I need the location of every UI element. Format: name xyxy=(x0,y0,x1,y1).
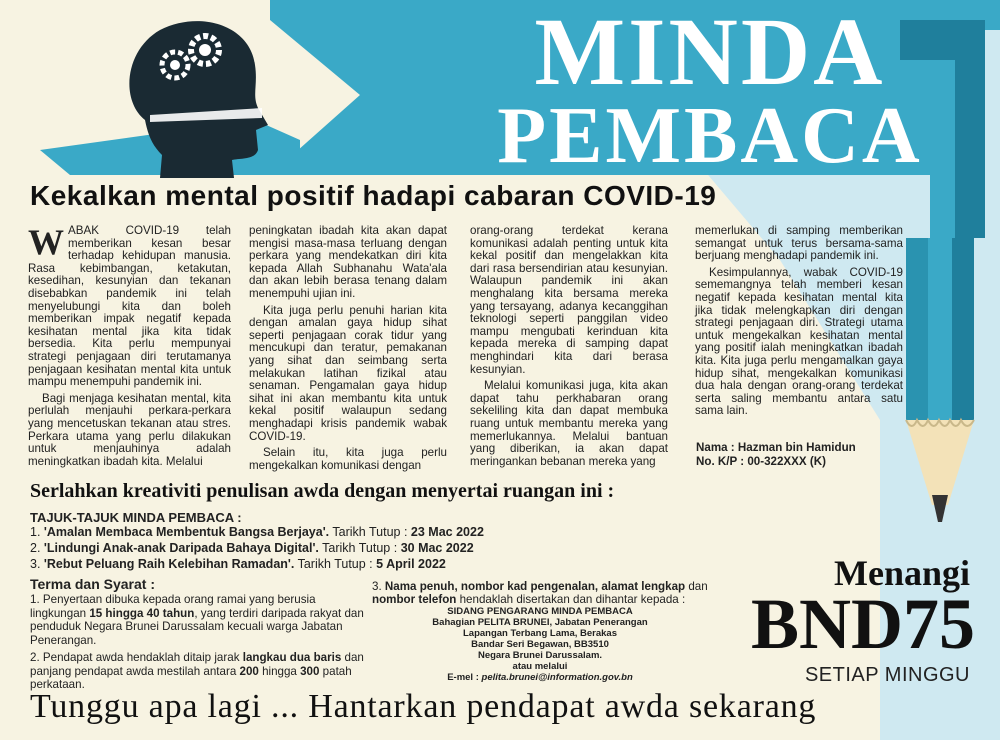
email-line xyxy=(430,672,650,683)
address-line: Lapangan Terbang Lama, Berakas xyxy=(463,628,617,639)
address-line: atau melalui xyxy=(512,661,568,672)
term-text: hendaklah disertakan dan dihantar kepada : xyxy=(456,593,686,606)
article-paragraph: Selain itu, kita juga perlu mengekalkan komunikasi dengan xyxy=(249,446,447,472)
term-text: 200 xyxy=(239,664,259,678)
term-text: Nama penuh, nombor kad pengenalan, alamat lengkap xyxy=(384,580,686,593)
topic-deadline-label: Tarikh Tutup : xyxy=(297,557,373,571)
term-text: , yang terdiri daripada rakyat dan penduduk Negara Brunei Darussalam kecuali warga Jabatan Penerangan. xyxy=(30,606,364,647)
term-text: 3. xyxy=(372,580,385,593)
footer-slogan: Tunggu apa lagi ... Hantarkan pendapat awda sekarang xyxy=(30,688,817,725)
topic-item xyxy=(30,540,484,556)
article-paragraph: Melalui komunikasi juga, kita akan dapat tahu perkhabaran orang sekeliling kita dan dapat membuka ruang untuk membantu mereka yang memerlukannya. Melalui bantuan yang diberikan, ia akan dapat meringankan bebanan mereka yang xyxy=(470,379,668,468)
author-id: No. K/P : 00-322XXX (K) xyxy=(696,455,826,468)
term-text: 300 xyxy=(300,664,320,678)
topic-title: 'Rebut Peluang Raih Kelebihan Ramadan'. xyxy=(43,557,295,571)
title-line-1: MINDA xyxy=(534,0,886,105)
topic-deadline: 30 Mac 2022 xyxy=(400,541,474,555)
email-label: E-mel : xyxy=(447,672,479,683)
topic-title: 'Amalan Membaca Membentuk Bangsa Berjaya'. xyxy=(43,525,330,539)
terms-list xyxy=(30,593,370,696)
article-paragraph: Kita juga perlu penuhi harian kita dengan amalan gaya hidup sihat seperti penjagaan corak tidur yang mencukupi dan teratur, pemakanan yang sihat dan seimbang serta melakukan latihan fizikal atau senaman. Pengamalan gaya hidup sihat ini akan membantu kita untuk kekal positif walaupun sedang menghadapi krisis pandemik wabak COVID-19. xyxy=(249,303,447,443)
topic-number: 3. xyxy=(30,557,41,571)
author-info xyxy=(696,441,856,469)
article-column-2 xyxy=(249,225,447,476)
topic-item xyxy=(30,524,484,540)
win-label: Menangi xyxy=(833,553,970,593)
article-column-1 xyxy=(28,222,231,472)
topic-deadline: 23 Mac 2022 xyxy=(410,525,484,539)
term-text: nombor telefon xyxy=(372,593,457,606)
term-text: patah perkataan. xyxy=(30,664,352,691)
address-line: Bandar Seri Begawan, BB3510 xyxy=(471,639,609,650)
article-paragraph: orang-orang terdekat kerana komunikasi adalah penting untuk kita kekal positif dan mengelakkan kita dari rasa bersendirian atau kesunyian. Walaupun pandemik ini akan menghalang kita bersama mereka yang tersayang, adanya kecanggihan teknologi seperti panggilan video mampu mengubati kerinduan kita kepada mereka di samping dapat menghindari kita dari berasa kesunyian. xyxy=(470,224,668,376)
address-line: SIDANG PENGARANG MINDA PEMBACA xyxy=(447,606,633,617)
address-line: Negara Brunei Darussalam. xyxy=(477,650,603,661)
article-column-3 xyxy=(470,225,668,472)
topics-list xyxy=(30,524,484,572)
article-headline: Kekalkan mental positif hadapi cabaran COVID-19 xyxy=(30,180,717,211)
topic-deadline-label: Tarikh Tutup : xyxy=(332,525,408,539)
term-text: dan panjang pendapat awda mestilah antara xyxy=(30,651,364,678)
topic-deadline: 5 April 2022 xyxy=(376,557,446,571)
dropcap: W xyxy=(28,222,64,262)
term-text: 2. Pendapat awda hendaklah ditaip jarak xyxy=(30,651,243,664)
topic-number: 1. xyxy=(30,525,41,539)
term-text: hingga xyxy=(258,664,301,678)
article-paragraph xyxy=(28,222,231,389)
article-paragraph: memerlukan di samping memberikan semangat untuk terus bersama-sama berjuang menghadapi pandemik ini. xyxy=(695,224,903,263)
term-text: 15 hingga 40 tahun xyxy=(89,606,195,620)
term-text: 1. Penyertaan dibuka kepada orang ramai yang berusia lingkungan xyxy=(30,593,316,620)
term-item xyxy=(30,593,370,647)
term-text: dan xyxy=(685,580,708,593)
prize-amount: BND75 xyxy=(750,584,975,664)
mailing-address xyxy=(430,606,650,683)
email-address: pelita.brunei@information.gov.bn xyxy=(481,672,633,683)
topic-number: 2. xyxy=(30,541,41,555)
topic-deadline-label: Tarikh Tutup : xyxy=(322,541,398,555)
author-name: Nama : Hazman bin Hamidun xyxy=(696,441,856,454)
term-item xyxy=(30,651,370,692)
article-column-4 xyxy=(695,225,903,422)
paragraph-text: ABAK COVID-19 telah memberikan kesan besar terhadap kehidupan manusia. Rasa kebimbangan, ketakutan, kesedihan, kesunyian dan tekanan disebabkan pandemik ini telah menyelubungi kita dan boleh memberikan impak negatif kepada kesihatan mental jika kita tidak bersedia. Kita perlu mempunyai strategi penjagaan diri terutamanya penjagaan kesihatan mental kita untuk mampu menempuhi pandemik ini. xyxy=(28,224,231,389)
topics-title: TAJUK-TAJUK MINDA PEMBACA : xyxy=(30,510,242,525)
term-item-3 xyxy=(372,580,727,606)
topic-item xyxy=(30,556,484,572)
term-text: langkau dua baris xyxy=(242,651,342,664)
terms-title: Terma dan Syarat : xyxy=(30,576,156,592)
prize-frequency: SETIAP MINGGU xyxy=(804,664,970,686)
article-paragraph: Bagi menjaga kesihatan mental, kita perlulah menjauhi perkara-perkara yang mencetuskan tekanan atau stres. Perkara utama yang perlu dilakukan untuk menjauhinya adalah meningkatkan ibadah kita. Melalui xyxy=(28,391,231,468)
topic-title: 'Lindungi Anak-anak Daripada Bahaya Digital'. xyxy=(43,541,319,555)
call-to-action-heading: Serlahkan kreativiti penulisan awda dengan menyertai ruangan ini : xyxy=(30,480,615,502)
article-paragraph: peningkatan ibadah kita akan dapat mengisi masa-masa terluang dengan perkara yang mendekatkan diri kita kepada Allah Subhanahu Wata'ala dan akan lebih berasa tenang dalam menempuhi ujian ini. xyxy=(249,224,447,300)
title-line-2: PEMBACA xyxy=(497,92,923,180)
address-line: Bahagian PELITA BRUNEI, Jabatan Penerangan xyxy=(432,617,648,628)
article-paragraph: Kesimpulannya, wabak COVID-19 sememangnya telah memberi kesan negatif kepada kesihatan mental kita jika tidak melengkapkan diri dengan strategi penjagaan diri. Strategi utama untuk mengekalkan kesihatan mental yang positif ialah meningkatkan ibadah kita. Kita juga perlu mengamalkan gaya hidup sihat, mengekalkan komunikasi dua hala dengan orang-orang terdekat serta saling membantu antara satu sama lain. xyxy=(695,265,903,418)
